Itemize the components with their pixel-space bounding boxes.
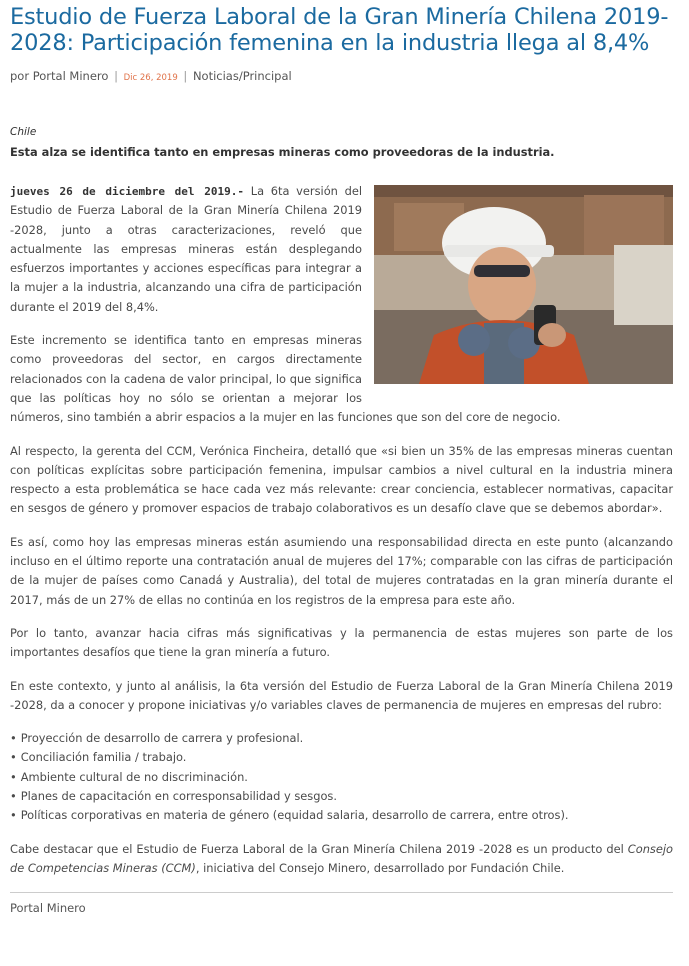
article-body	[10, 182, 673, 878]
paragraph-7	[10, 840, 673, 879]
miner-photo	[374, 185, 673, 384]
author-link[interactable]: por Portal Minero	[10, 69, 109, 83]
list-item	[10, 729, 673, 748]
ccm-name: Consejo de Competencias Mineras (CCM)	[10, 841, 673, 875]
list-item-text: Proyección de desarrollo de carrera y profesional.	[20, 731, 304, 746]
bullet-marker: •	[10, 808, 17, 823]
footer-divider	[10, 892, 673, 893]
paragraph-5: Por lo tanto, avanzar hacia cifras más significativas y la permanencia de estas mujeres son parte de los importantes desafíos que tiene la gran minería a futuro.	[10, 625, 673, 660]
paragraph-7-text: Cabe destacar que el Estudio de Fuerza Laboral de la Gran Minería Chilena 2019 -2028 es un producto del	[10, 841, 628, 856]
bullet-marker: •	[10, 769, 17, 784]
list-item	[10, 748, 673, 767]
footer-source[interactable]: Portal Minero	[10, 901, 86, 916]
dateline: jueves 26 de diciembre del 2019.-	[10, 185, 245, 198]
paragraph-6: En este contexto, y junto al análisis, la 6ta versión del Estudio de Fuerza Laboral de la Gran Minería Chilena 2019 -2028, da a conocer y propone iniciativas y/o variables claves de permanencia de mujeres en empresas del rubro:	[10, 678, 673, 712]
publish-date: Dic 26, 2019	[123, 73, 178, 83]
article-meta	[10, 68, 673, 86]
list-item	[10, 768, 673, 787]
paragraph-1-text: La 6ta versión del Estudio de Fuerza Laboral de la Gran Minería Chilena 2019 -2028, junto a otras caracterizaciones, reveló que actualmente las empresas mineras están desplegando esfuerzos importantes y acciones específicas para integrar a la mujer a la industria, alcanzando una cifra de participación durante el 2019 del 8,4%.	[10, 184, 363, 314]
paragraph-3: Al respecto, la gerenta del CCM, Verónica Fincheira, detalló que «si bien un 35% de las empresas mineras cuentan con políticas explícitas sobre participación femenina, impulsar cambios a nivel cultural en la industria minera respecto a esta problemática se hace cada vez más relevante: crear conciencia, establecer normativas, capacitar en sesgos de género y promover espacios de trabajo colaborativos es un desafío clave que se debemos abordar».	[10, 443, 673, 516]
article-lead: Esta alza se identifica tanto en empresas mineras como proveedoras de la industria.	[10, 145, 555, 159]
list-item-text: Políticas corporativas en materia de género (equidad salaria, desarrollo de carrera, entre otros).	[20, 808, 569, 823]
category-link[interactable]: Noticias/Principal	[192, 69, 292, 83]
bullet-marker: •	[10, 789, 17, 804]
list-item	[10, 787, 673, 806]
list-item	[10, 806, 673, 825]
meta-separator: |	[183, 69, 188, 83]
article-title: Estudio de Fuerza Laboral de la Gran Minería Chilena 2019- 2028: Participación femenina en la industria llega al 8,4%	[10, 4, 669, 56]
bullet-list	[10, 729, 673, 825]
bullet-marker: •	[10, 731, 17, 746]
meta-separator: |	[114, 69, 118, 83]
list-item-text: Planes de capacitación en corresponsabilidad y sesgos.	[20, 789, 337, 804]
list-item-text: Ambiente cultural de no discriminación.	[20, 769, 248, 784]
paragraph-4: Es así, como hoy las empresas mineras están asumiendo una responsabilidad directa en este punto (alcanzando incluso en el último reporte una contratación anual de mujeres del 17%; comparable con las cifras de participación de la mujer de países como Canadá y Australia), del total de mujeres contratadas en la gran minería durante el 2017, más de un 27% de ellas no continúa en los registros de la empresa para este año.	[10, 534, 673, 607]
list-item-text: Conciliación familia / trabajo.	[20, 750, 187, 765]
photo-illustration	[374, 185, 673, 384]
paragraph-2: Este incremento se identifica tanto en empresas mineras como proveedoras del sector, en cargos directamente relacionados con la cadena de valor principal, lo que significa que las políticas hoy no sólo se orientan a mejorar los números, sino también a abrir espacios a la mujer en las funciones que son del core de negocio.	[10, 333, 561, 425]
bullet-marker: •	[10, 750, 17, 765]
country-tag: Chile	[10, 126, 37, 138]
paragraph-7-text-end: , iniciativa del Consejo Minero, desarrollado por Fundación Chile.	[195, 860, 565, 875]
